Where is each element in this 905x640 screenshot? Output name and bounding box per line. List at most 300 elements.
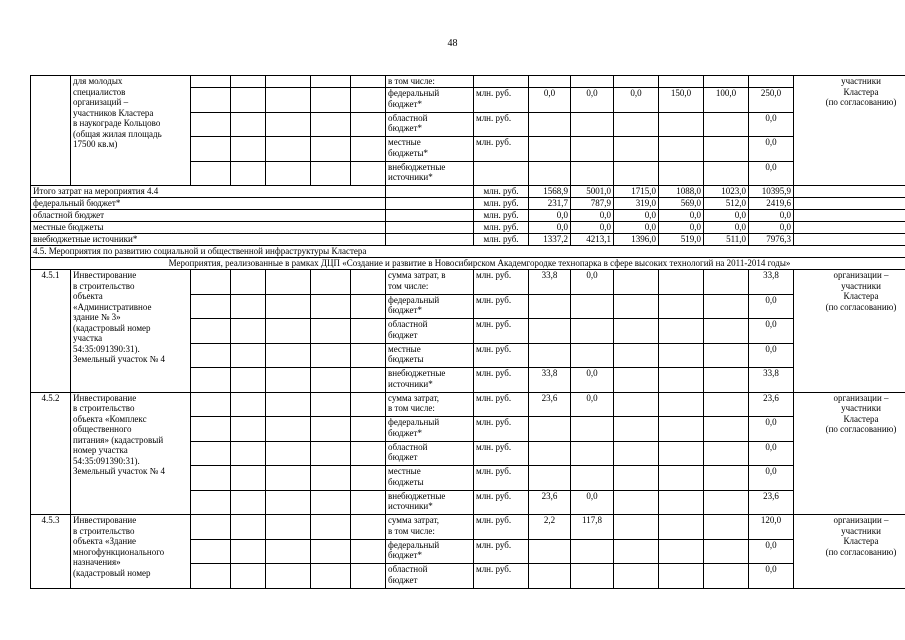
empty-cell bbox=[231, 343, 266, 368]
value-cell bbox=[529, 539, 571, 564]
value-cell: 0,0 bbox=[529, 210, 571, 222]
empty-cell bbox=[351, 319, 386, 344]
empty-cell bbox=[231, 319, 266, 344]
empty-cell bbox=[704, 343, 749, 368]
empty-cell bbox=[704, 441, 749, 466]
empty-cell bbox=[191, 441, 231, 466]
value-cell bbox=[571, 112, 614, 137]
value-cell: 100,0 bbox=[704, 88, 749, 113]
empty-cell bbox=[704, 417, 749, 442]
empty-cell bbox=[311, 161, 351, 186]
item-number: 4.5.2 bbox=[31, 392, 71, 515]
empty-cell bbox=[659, 564, 704, 589]
unit: млн. руб. bbox=[474, 186, 529, 198]
unit: млн. руб. bbox=[474, 564, 529, 589]
empty-cell bbox=[311, 490, 351, 515]
empty-cell bbox=[614, 539, 659, 564]
empty-cell bbox=[311, 76, 351, 88]
empty-cell bbox=[31, 76, 71, 186]
value-cell bbox=[614, 137, 659, 162]
funding-source: федеральный бюджет* bbox=[386, 539, 474, 564]
empty-cell bbox=[266, 294, 311, 319]
funding-source: внебюджетные источники* bbox=[386, 368, 474, 393]
empty-cell bbox=[351, 564, 386, 589]
unit: млн. руб. bbox=[474, 112, 529, 137]
funding-source: сумма затрат, в том числе: bbox=[386, 515, 474, 540]
value-cell bbox=[659, 161, 704, 186]
funding-source: областной бюджет* bbox=[386, 112, 474, 137]
empty-cell bbox=[266, 112, 311, 137]
total-cell: 10395,9 bbox=[749, 186, 794, 198]
unit: млн. руб. bbox=[474, 270, 529, 295]
total-cell: 0,0 bbox=[749, 210, 794, 222]
value-cell bbox=[571, 294, 614, 319]
totals-row bbox=[31, 234, 905, 246]
empty-cell bbox=[231, 112, 266, 137]
unit: млн. руб. bbox=[474, 343, 529, 368]
empty-cell bbox=[266, 88, 311, 113]
value-cell: 1568,9 bbox=[529, 186, 571, 198]
empty-cell bbox=[704, 515, 749, 540]
budget-table bbox=[30, 75, 905, 589]
unit: млн. руб. bbox=[474, 466, 529, 491]
empty-cell bbox=[659, 466, 704, 491]
empty-cell bbox=[659, 490, 704, 515]
measure-name: для молодых специалистов организаций – участников Кластера в наукограде Кольцово (общая жилая площадь 17500 кв.м) bbox=[71, 76, 191, 186]
total-cell: 0,0 bbox=[749, 441, 794, 466]
funding-source: внебюджетные источники* bbox=[386, 161, 474, 186]
empty-cell bbox=[614, 368, 659, 393]
empty-cell bbox=[191, 490, 231, 515]
unit: млн. руб. bbox=[474, 222, 529, 234]
value-cell bbox=[571, 441, 614, 466]
value-cell: 0,0 bbox=[529, 88, 571, 113]
empty-cell bbox=[659, 539, 704, 564]
value-cell bbox=[529, 343, 571, 368]
value-cell: 4213,1 bbox=[571, 234, 614, 246]
empty-cell bbox=[311, 270, 351, 295]
empty-cell bbox=[659, 417, 704, 442]
total-cell: 0,0 bbox=[749, 343, 794, 368]
executor: участники Кластера (по согласованию) bbox=[794, 76, 905, 186]
value-cell bbox=[571, 539, 614, 564]
value-cell bbox=[571, 76, 614, 88]
empty-cell bbox=[614, 270, 659, 295]
value-cell: 0,0 bbox=[571, 270, 614, 295]
item-number: 4.5.3 bbox=[31, 515, 71, 589]
value-cell bbox=[571, 319, 614, 344]
value-cell bbox=[529, 112, 571, 137]
value-cell: 511,0 bbox=[704, 234, 749, 246]
total-cell: 0,0 bbox=[749, 466, 794, 491]
empty-cell bbox=[191, 112, 231, 137]
value-cell bbox=[571, 417, 614, 442]
empty-cell bbox=[311, 515, 351, 540]
empty-cell bbox=[191, 539, 231, 564]
funding-source: местные бюджеты bbox=[386, 343, 474, 368]
empty-cell bbox=[386, 222, 474, 234]
executor: организации – участники Кластера (по согласованию) bbox=[794, 392, 905, 515]
empty-cell bbox=[231, 441, 266, 466]
empty-cell bbox=[704, 368, 749, 393]
value-cell bbox=[529, 564, 571, 589]
unit: млн. руб. bbox=[474, 319, 529, 344]
unit: млн. руб. bbox=[474, 234, 529, 246]
value-cell: 23,6 bbox=[529, 490, 571, 515]
empty-cell bbox=[266, 490, 311, 515]
empty-cell bbox=[614, 294, 659, 319]
total-cell bbox=[749, 76, 794, 88]
empty-cell bbox=[191, 417, 231, 442]
table-row bbox=[31, 392, 905, 417]
empty-cell bbox=[614, 343, 659, 368]
empty-cell bbox=[386, 198, 474, 210]
funding-source: федеральный бюджет* bbox=[386, 294, 474, 319]
empty-cell bbox=[704, 490, 749, 515]
empty-cell bbox=[614, 392, 659, 417]
empty-cell bbox=[386, 186, 474, 198]
unit: млн. руб. bbox=[474, 294, 529, 319]
empty-cell bbox=[266, 564, 311, 589]
empty-cell bbox=[311, 392, 351, 417]
empty-cell bbox=[231, 564, 266, 589]
total-cell: 0,0 bbox=[749, 222, 794, 234]
item-number: 4.5.1 bbox=[31, 270, 71, 393]
total-cell: 23,6 bbox=[749, 392, 794, 417]
value-cell bbox=[529, 76, 571, 88]
totals-row bbox=[31, 210, 905, 222]
value-cell bbox=[571, 343, 614, 368]
value-cell: 5001,0 bbox=[571, 186, 614, 198]
empty-cell bbox=[191, 137, 231, 162]
funding-source: сумма затрат, в том числе: bbox=[386, 270, 474, 295]
empty-cell bbox=[704, 270, 749, 295]
unit: млн. руб. bbox=[474, 368, 529, 393]
value-cell: 1088,0 bbox=[659, 186, 704, 198]
total-cell: 2419,6 bbox=[749, 198, 794, 210]
value-cell bbox=[704, 161, 749, 186]
empty-cell bbox=[266, 392, 311, 417]
empty-cell bbox=[659, 343, 704, 368]
empty-cell bbox=[266, 539, 311, 564]
empty-cell bbox=[191, 88, 231, 113]
value-cell: 0,0 bbox=[614, 222, 659, 234]
value-cell: 0,0 bbox=[571, 368, 614, 393]
empty-cell bbox=[351, 368, 386, 393]
value-cell: 231,7 bbox=[529, 198, 571, 210]
empty-cell bbox=[266, 319, 311, 344]
empty-cell bbox=[704, 392, 749, 417]
empty-cell bbox=[266, 343, 311, 368]
value-cell: 117,8 bbox=[571, 515, 614, 540]
unit: млн. руб. bbox=[474, 417, 529, 442]
empty-cell bbox=[231, 466, 266, 491]
empty-cell bbox=[351, 392, 386, 417]
empty-cell bbox=[794, 198, 905, 210]
page-number: 48 bbox=[447, 38, 458, 49]
empty-cell bbox=[231, 137, 266, 162]
empty-cell bbox=[351, 137, 386, 162]
total-cell: 0,0 bbox=[749, 564, 794, 589]
empty-cell bbox=[266, 76, 311, 88]
value-cell: 0,0 bbox=[571, 210, 614, 222]
empty-cell bbox=[231, 417, 266, 442]
funding-source: внебюджетные источники* bbox=[386, 490, 474, 515]
executor: организации – участники Кластера (по согласованию) bbox=[794, 270, 905, 393]
unit bbox=[474, 76, 529, 88]
table-row bbox=[31, 515, 905, 540]
empty-cell bbox=[191, 343, 231, 368]
funding-source: местные бюджеты bbox=[386, 466, 474, 491]
value-cell: 1337,2 bbox=[529, 234, 571, 246]
empty-cell bbox=[191, 294, 231, 319]
executor: организации – участники Кластера (по согласованию) bbox=[794, 515, 905, 589]
total-cell: 120,0 bbox=[749, 515, 794, 540]
funding-source: федеральный бюджет* bbox=[386, 88, 474, 113]
unit bbox=[474, 161, 529, 186]
funding-source: сумма затрат, в том числе: bbox=[386, 392, 474, 417]
empty-cell bbox=[351, 417, 386, 442]
empty-cell bbox=[614, 564, 659, 589]
empty-cell bbox=[266, 417, 311, 442]
value-cell: 0,0 bbox=[614, 210, 659, 222]
value-cell bbox=[659, 137, 704, 162]
value-cell bbox=[659, 76, 704, 88]
empty-cell bbox=[794, 234, 905, 246]
empty-cell bbox=[351, 294, 386, 319]
empty-cell bbox=[311, 319, 351, 344]
empty-cell bbox=[351, 466, 386, 491]
unit: млн. руб. bbox=[474, 539, 529, 564]
measure-name: Инвестирование в строительство объекта «Здание многофункционального назначения» (кадастровый номер bbox=[71, 515, 191, 589]
empty-cell bbox=[231, 88, 266, 113]
empty-cell bbox=[266, 161, 311, 186]
empty-cell bbox=[704, 564, 749, 589]
empty-cell bbox=[231, 294, 266, 319]
empty-cell bbox=[191, 76, 231, 88]
totals-label: местные бюджеты bbox=[31, 222, 386, 234]
empty-cell bbox=[191, 161, 231, 186]
empty-cell bbox=[311, 466, 351, 491]
empty-cell bbox=[231, 161, 266, 186]
empty-cell bbox=[351, 441, 386, 466]
empty-cell bbox=[231, 490, 266, 515]
empty-cell bbox=[386, 234, 474, 246]
empty-cell bbox=[191, 515, 231, 540]
value-cell bbox=[529, 319, 571, 344]
empty-cell bbox=[351, 161, 386, 186]
value-cell bbox=[529, 161, 571, 186]
funding-source: областной бюджет bbox=[386, 441, 474, 466]
empty-cell bbox=[614, 319, 659, 344]
empty-cell bbox=[351, 88, 386, 113]
table-row bbox=[31, 270, 905, 295]
subsection-title: Мероприятия, реализованные в рамках ДЦП «Создание и развитие в Новосибирском Академгородке технопарка в сфере высоких технологий на 2011-2014 годы» bbox=[31, 258, 905, 270]
value-cell: 569,0 bbox=[659, 198, 704, 210]
value-cell bbox=[571, 564, 614, 589]
totals-label: внебюджетные источники* bbox=[31, 234, 386, 246]
empty-cell bbox=[266, 137, 311, 162]
empty-cell bbox=[311, 343, 351, 368]
empty-cell bbox=[351, 112, 386, 137]
empty-cell bbox=[794, 186, 905, 198]
empty-cell bbox=[794, 222, 905, 234]
value-cell: 0,0 bbox=[614, 88, 659, 113]
empty-cell bbox=[266, 270, 311, 295]
value-cell: 1396,0 bbox=[614, 234, 659, 246]
total-cell: 0,0 bbox=[749, 319, 794, 344]
funding-source: местные бюджеты* bbox=[386, 137, 474, 162]
value-cell: 0,0 bbox=[529, 222, 571, 234]
value-cell bbox=[529, 294, 571, 319]
totals-row bbox=[31, 186, 905, 198]
funding-source: областной бюджет bbox=[386, 319, 474, 344]
empty-cell bbox=[614, 466, 659, 491]
totals-row bbox=[31, 222, 905, 234]
unit: млн. руб. bbox=[474, 490, 529, 515]
empty-cell bbox=[659, 515, 704, 540]
subsection-row bbox=[31, 258, 905, 270]
empty-cell bbox=[311, 539, 351, 564]
empty-cell bbox=[191, 319, 231, 344]
value-cell bbox=[529, 417, 571, 442]
value-cell bbox=[704, 137, 749, 162]
unit: млн. руб. bbox=[474, 210, 529, 222]
empty-cell bbox=[231, 539, 266, 564]
empty-cell bbox=[231, 76, 266, 88]
total-cell: 23,6 bbox=[749, 490, 794, 515]
empty-cell bbox=[266, 368, 311, 393]
measure-name: Инвестирование в строительство объекта «Комплекс общественного питания» (кадастровый номер участка 54:35:091390:31). Земельный участок № 4 bbox=[71, 392, 191, 515]
empty-cell bbox=[311, 417, 351, 442]
unit: млн. руб. bbox=[474, 137, 529, 162]
value-cell: 0,0 bbox=[571, 222, 614, 234]
value-cell bbox=[704, 112, 749, 137]
empty-cell bbox=[231, 368, 266, 393]
empty-cell bbox=[704, 319, 749, 344]
funding-source: в том числе: bbox=[386, 76, 474, 88]
total-cell: 0,0 bbox=[749, 137, 794, 162]
empty-cell bbox=[311, 564, 351, 589]
unit: млн. руб. bbox=[474, 441, 529, 466]
total-cell: 33,8 bbox=[749, 270, 794, 295]
total-cell: 7976,3 bbox=[749, 234, 794, 246]
empty-cell bbox=[659, 368, 704, 393]
total-cell: 0,0 bbox=[749, 539, 794, 564]
value-cell bbox=[571, 466, 614, 491]
empty-cell bbox=[311, 441, 351, 466]
value-cell bbox=[571, 137, 614, 162]
total-cell: 0,0 bbox=[749, 161, 794, 186]
value-cell: 0,0 bbox=[704, 210, 749, 222]
value-cell bbox=[571, 161, 614, 186]
empty-cell bbox=[311, 88, 351, 113]
total-cell: 250,0 bbox=[749, 88, 794, 113]
empty-cell bbox=[231, 270, 266, 295]
totals-label: федеральный бюджет* bbox=[31, 198, 386, 210]
measure-name: Инвестирование в строительство объекта «Административное здание № 3» (кадастровый номер участка 54:35:091390:31). Земельный участок № 4 bbox=[71, 270, 191, 393]
unit: млн. руб. bbox=[474, 198, 529, 210]
value-cell: 33,8 bbox=[529, 270, 571, 295]
value-cell: 0,0 bbox=[659, 222, 704, 234]
empty-cell bbox=[704, 539, 749, 564]
unit: млн. руб. bbox=[474, 392, 529, 417]
empty-cell bbox=[794, 210, 905, 222]
empty-cell bbox=[266, 441, 311, 466]
totals-label: Итого затрат на мероприятия 4.4 bbox=[31, 186, 386, 198]
value-cell: 319,0 bbox=[614, 198, 659, 210]
empty-cell bbox=[311, 137, 351, 162]
empty-cell bbox=[191, 368, 231, 393]
value-cell: 33,8 bbox=[529, 368, 571, 393]
funding-source: областной бюджет bbox=[386, 564, 474, 589]
value-cell: 0,0 bbox=[571, 392, 614, 417]
total-cell: 0,0 bbox=[749, 417, 794, 442]
value-cell: 0,0 bbox=[571, 88, 614, 113]
empty-cell bbox=[311, 368, 351, 393]
value-cell: 0,0 bbox=[704, 222, 749, 234]
empty-cell bbox=[311, 112, 351, 137]
total-cell: 0,0 bbox=[749, 112, 794, 137]
value-cell bbox=[659, 112, 704, 137]
value-cell: 2,2 bbox=[529, 515, 571, 540]
empty-cell bbox=[659, 294, 704, 319]
value-cell: 0,0 bbox=[659, 210, 704, 222]
empty-cell bbox=[191, 392, 231, 417]
unit: млн. руб. bbox=[474, 515, 529, 540]
empty-cell bbox=[614, 490, 659, 515]
total-cell: 33,8 bbox=[749, 368, 794, 393]
value-cell bbox=[614, 112, 659, 137]
value-cell: 512,0 bbox=[704, 198, 749, 210]
funding-source: федеральный бюджет* bbox=[386, 417, 474, 442]
table-row bbox=[31, 76, 905, 88]
value-cell bbox=[614, 161, 659, 186]
value-cell bbox=[614, 76, 659, 88]
section-row bbox=[31, 246, 905, 258]
empty-cell bbox=[659, 441, 704, 466]
value-cell: 23,6 bbox=[529, 392, 571, 417]
empty-cell bbox=[614, 515, 659, 540]
empty-cell bbox=[266, 515, 311, 540]
value-cell bbox=[529, 441, 571, 466]
value-cell: 0,0 bbox=[571, 490, 614, 515]
empty-cell bbox=[351, 490, 386, 515]
value-cell bbox=[704, 76, 749, 88]
empty-cell bbox=[704, 294, 749, 319]
empty-cell bbox=[386, 210, 474, 222]
empty-cell bbox=[191, 466, 231, 491]
empty-cell bbox=[311, 294, 351, 319]
empty-cell bbox=[351, 270, 386, 295]
section-title: 4.5. Мероприятия по развитию социальной и общественной инфраструктуры Кластера bbox=[31, 246, 905, 258]
empty-cell bbox=[659, 319, 704, 344]
empty-cell bbox=[659, 270, 704, 295]
total-cell: 0,0 bbox=[749, 294, 794, 319]
value-cell bbox=[529, 137, 571, 162]
empty-cell bbox=[231, 515, 266, 540]
empty-cell bbox=[191, 564, 231, 589]
empty-cell bbox=[351, 343, 386, 368]
value-cell: 519,0 bbox=[659, 234, 704, 246]
value-cell bbox=[529, 466, 571, 491]
empty-cell bbox=[231, 392, 266, 417]
empty-cell bbox=[266, 466, 311, 491]
value-cell: 1715,0 bbox=[614, 186, 659, 198]
value-cell: 150,0 bbox=[659, 88, 704, 113]
empty-cell bbox=[614, 441, 659, 466]
empty-cell bbox=[704, 466, 749, 491]
